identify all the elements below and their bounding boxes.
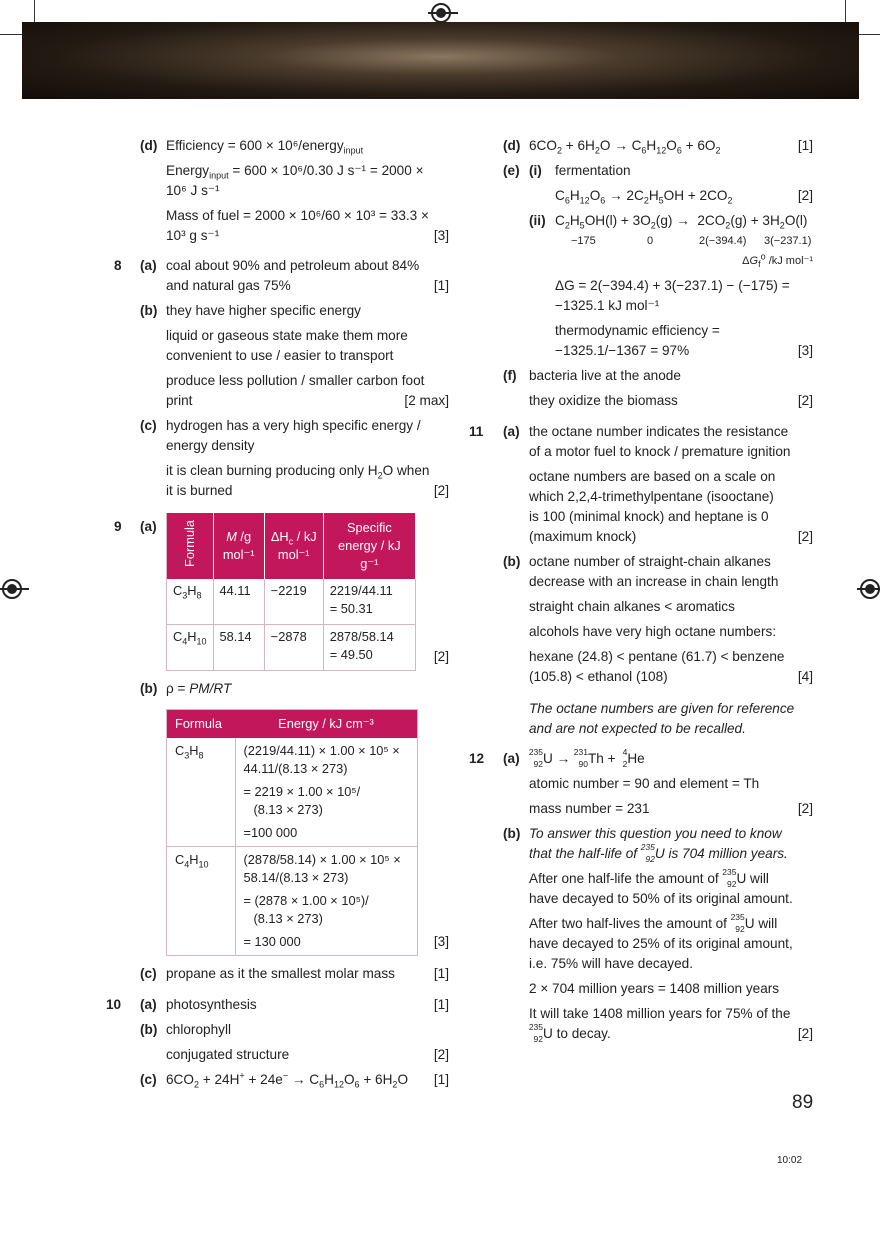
table-cell: $C_3H_8$ [167, 579, 214, 625]
mark: [1] [433, 1072, 449, 1087]
text-line: which 2,2,4-trimethylpentane (isooctane) [529, 489, 774, 504]
mark: [2] [433, 1047, 449, 1062]
mark: [4] [797, 669, 813, 684]
text-line: 2 × 704 million years = 1408 million years [529, 981, 780, 996]
text-line: conjugated structure [166, 1047, 290, 1062]
mark: [2] [797, 188, 813, 203]
note-line: The octane numbers are given for reference [529, 701, 795, 716]
text-line: Efficiency = 600 × 10⁶/energy [166, 138, 344, 153]
q12a [469, 747, 813, 819]
mark: [2] [433, 483, 449, 498]
mark: [1] [433, 997, 449, 1012]
table-cell: 2219/44.11 = 50.31 [323, 579, 415, 625]
table-cell: −2878 [264, 625, 323, 671]
table-header: Energy / kJ cm⁻³ [235, 710, 418, 739]
table-header: Specific energy / kJ g⁻¹ [323, 513, 415, 579]
q7d [140, 136, 449, 246]
q10a [106, 995, 449, 1015]
part-label: (a) [503, 751, 520, 766]
q10c [140, 1070, 449, 1090]
text-line: 10⁶ J s⁻¹ [166, 183, 220, 198]
right-column [469, 136, 813, 1044]
question-number: 9 [114, 519, 122, 534]
crop-mark [34, 0, 35, 22]
part-label: (d) [503, 138, 521, 153]
table-cell: 44.11 [213, 579, 264, 625]
text-line: they oxidize the biomass [529, 393, 678, 408]
part-label: (b) [140, 1022, 158, 1037]
question-number: 11 [469, 424, 484, 439]
text-line: propane as it the smallest molar mass [166, 966, 395, 981]
part-label: (a) [140, 519, 157, 534]
part-label: (b) [503, 554, 521, 569]
text-line: chlorophyll [166, 1022, 231, 1037]
part-label: (i) [529, 163, 542, 178]
table-cell: 58.14 [213, 625, 264, 671]
text-line: It will take 1408 million years for 75% of the [529, 1006, 791, 1021]
q8b [140, 301, 449, 411]
table-header: M /g mol⁻¹ [213, 513, 264, 579]
text-line: alcohols have very high octane numbers: [529, 624, 777, 639]
question-number: 8 [114, 258, 122, 273]
table-header: Formula [167, 710, 236, 739]
table-cell: 2878/58.14 = 49.50 [323, 625, 415, 671]
text-line: atomic number = 90 and element = Th [529, 776, 760, 791]
text-line: −1325.1/−1367 = 97% [555, 343, 690, 358]
text-line: $6CO_2 + 24H^+ + 24e^- \to C_6H_{12}O_6 + 6H_2O$ [1] [166, 1070, 449, 1090]
mark: [2] [797, 801, 813, 816]
table-row [167, 847, 418, 956]
header-image-band [22, 22, 859, 99]
part-label: (a) [140, 258, 157, 273]
crop-mark [0, 34, 22, 35]
decay-equation: 235 92 U → 231 90 Th + 4 2 He [528, 747, 645, 769]
q9a [114, 513, 449, 671]
table-row [167, 738, 418, 847]
gibbs-unit-label: $\Delta G_f^o$ /kJ mol⁻¹ [742, 251, 813, 270]
text-line: it is burned [166, 483, 233, 498]
text-line: the octane number indicates the resistance [529, 424, 789, 439]
table-cell: $C_4H_{10}$ [167, 625, 214, 671]
text-line: have decayed to 25% of its original amount, [529, 936, 793, 951]
mark: [1] [433, 278, 449, 293]
part-label: (b) [140, 303, 158, 318]
part-label: (b) [503, 826, 521, 841]
text-line: they have higher specific energy [166, 303, 361, 318]
registration-mark-icon [2, 579, 22, 599]
text-line: $6CO_2 + 6H_2O \to C_6H_{12}O_6 + 6O_2$ [1] [529, 138, 813, 156]
text-line: octane numbers are based on a scale on [529, 469, 776, 484]
text-sub: input [343, 145, 364, 156]
registration-mark-icon [860, 579, 880, 599]
mark: [2 max] [404, 393, 449, 408]
part-label: (c) [140, 966, 157, 981]
text-line: straight chain alkanes < aromatics [529, 599, 735, 614]
question-number: 10 [106, 997, 122, 1012]
text-line: i.e. 75% will have decayed. [529, 956, 693, 971]
part-label: (e) [503, 163, 520, 178]
mark: [1] [797, 138, 813, 153]
timestamp: 10:02 [777, 1155, 803, 1166]
text-line: bacteria live at the anode [529, 368, 681, 383]
q11b [503, 552, 813, 739]
text-line: hexane (24.8) < pentane (61.7) < benzene [529, 649, 785, 664]
mark: [2] [433, 649, 449, 664]
specific-energy-table [166, 513, 416, 671]
text-line: liquid or gaseous state make them more [166, 328, 408, 343]
text-line: $C_6H_{12}O_6 \to 2C_2H_5OH + 2CO_2$ [2] [555, 188, 813, 206]
text-line: have decayed to 50% of its original amount. [529, 891, 793, 906]
text-line: energy density [166, 438, 255, 453]
text-line: and natural gas 75% [166, 278, 291, 293]
mark: [2] [797, 529, 813, 544]
text-line: convenient to use / easier to transport [166, 348, 394, 363]
text-line: To answer this question you need to know [529, 826, 782, 841]
gibbs-values-row: −175 0 2(−394.4) 3(−237.1) [571, 235, 812, 247]
text-line: is 100 (minimal knock) and heptane is 0 [529, 509, 769, 524]
q10e-ii [529, 211, 813, 361]
note-line: and are not expected to be recalled. [529, 721, 746, 736]
table-header-row [167, 710, 418, 739]
text-line: it is clean burning producing only H [166, 463, 378, 478]
crop-mark [845, 0, 846, 22]
table-cell: −2219 [264, 579, 323, 625]
text-line: of a motor fuel to knock / premature ignition [529, 444, 791, 459]
part-label: (d) [140, 138, 158, 153]
text-line: −1325.1 kJ mol⁻¹ [555, 298, 660, 313]
table-header: Formula [167, 513, 214, 579]
text-line: ρ = [166, 681, 190, 696]
part-label: (c) [140, 418, 157, 433]
text-line: mass number = 231 [529, 801, 650, 816]
part-label: (f) [503, 368, 517, 383]
mark: [1] [433, 966, 449, 981]
text-line: coal about 90% and petroleum about 84% [166, 258, 420, 273]
text-line: Energy [166, 163, 210, 178]
text-line: hydrogen has a very high specific energy / [166, 418, 421, 433]
registration-mark-icon [431, 3, 451, 23]
q8c: (c) hydrogen has a very high specific energy / energy density it is clean burning producing only $H_2O$ when it is burned [2] [166, 416, 449, 501]
q10b [140, 1020, 449, 1065]
table-row [167, 579, 416, 625]
page-number: 89 [792, 1092, 814, 1113]
energy-density-table [166, 709, 418, 956]
text-line: O when [382, 463, 430, 478]
mark: [3] [797, 343, 813, 358]
mark: [3] [433, 934, 449, 949]
text-line: = 600 × 10⁶/0.30 J s⁻¹ = 2000 × [228, 163, 424, 178]
text-sub: input [209, 170, 229, 181]
mark: [3] [433, 228, 449, 243]
table-header: $\Delta H_c$ / kJ mol⁻¹ [264, 513, 323, 579]
table-cell: (2219/44.11) × 1.00 × 10⁵ × 44.11/(8.13 × 273) = 2219 × 1.00 × 10⁵/ (8.13 × 273) =100 000 [235, 738, 418, 847]
text-line: 10³ g s⁻¹ [166, 228, 220, 243]
table-cell: (2878/58.14) × 1.00 × 10⁵ × 58.14/(8.13 × 273) = (2878 × 1.00 × 10⁵)/ (8.13 × 273) = 130 000 [235, 847, 418, 956]
q10f [503, 366, 813, 411]
mark: [2] [797, 393, 813, 408]
part-label: (c) [140, 1072, 157, 1087]
crop-mark [859, 34, 880, 35]
text-line: $C_2H_5OH(l) + 3O_2(g) \to 2CO_2(g) + 3H_2O(l)$ [555, 213, 808, 231]
table-header-row [167, 513, 416, 579]
part-label: (b) [140, 681, 158, 696]
table-cell: $C_4H_{10}$ [167, 847, 236, 956]
left-column [106, 136, 449, 1090]
text-line: ΔG = 2(−394.4) + 3(−237.1) − (−175) = [555, 278, 790, 293]
q8a [114, 256, 449, 296]
q9c [140, 964, 449, 984]
q10d [503, 136, 813, 156]
text-line: produce less pollution / smaller carbon foot [166, 373, 425, 388]
text-line: octane number of straight-chain alkanes [529, 554, 771, 569]
q12b: (b) To answer this question you need to know that the half-life of 235 92 U is 704 million years. After one half-life the amount of 235 92 U will have decayed to 50% of its original amount. After two half-lives the amount of 235 92 U will have decayed to 25% of its original amount, i.e. 75% will have decayed. 2 × 704 million years = 1408 million years It will take 1408 million years for 75% of the 235 92 U to decay. [2] [503, 826, 813, 1044]
question-number: 12 [469, 751, 485, 766]
text-line: (maximum knock) [529, 529, 637, 544]
part-label: (a) [140, 997, 157, 1012]
q11a [469, 422, 813, 547]
q10e [503, 161, 813, 361]
text-italic: PM/RT [189, 681, 232, 696]
part-label: (a) [503, 424, 520, 439]
q9b [140, 679, 449, 956]
text-line: print [166, 393, 193, 408]
text-line: decrease with an increase in chain length [529, 574, 779, 589]
mark: [2] [797, 1026, 813, 1041]
text-line: photosynthesis [166, 997, 257, 1012]
part-label: (ii) [529, 213, 546, 228]
text-line: Mass of fuel = 2000 × 10⁶/60 × 10³ = 33.3 × [166, 208, 429, 223]
text-line: thermodynamic efficiency = [555, 323, 720, 338]
table-cell: $C_3H_8$ [167, 738, 236, 847]
table-row [167, 625, 416, 671]
text-line: fermentation [555, 163, 631, 178]
text-line: (105.8) < ethanol (108) [529, 669, 668, 684]
